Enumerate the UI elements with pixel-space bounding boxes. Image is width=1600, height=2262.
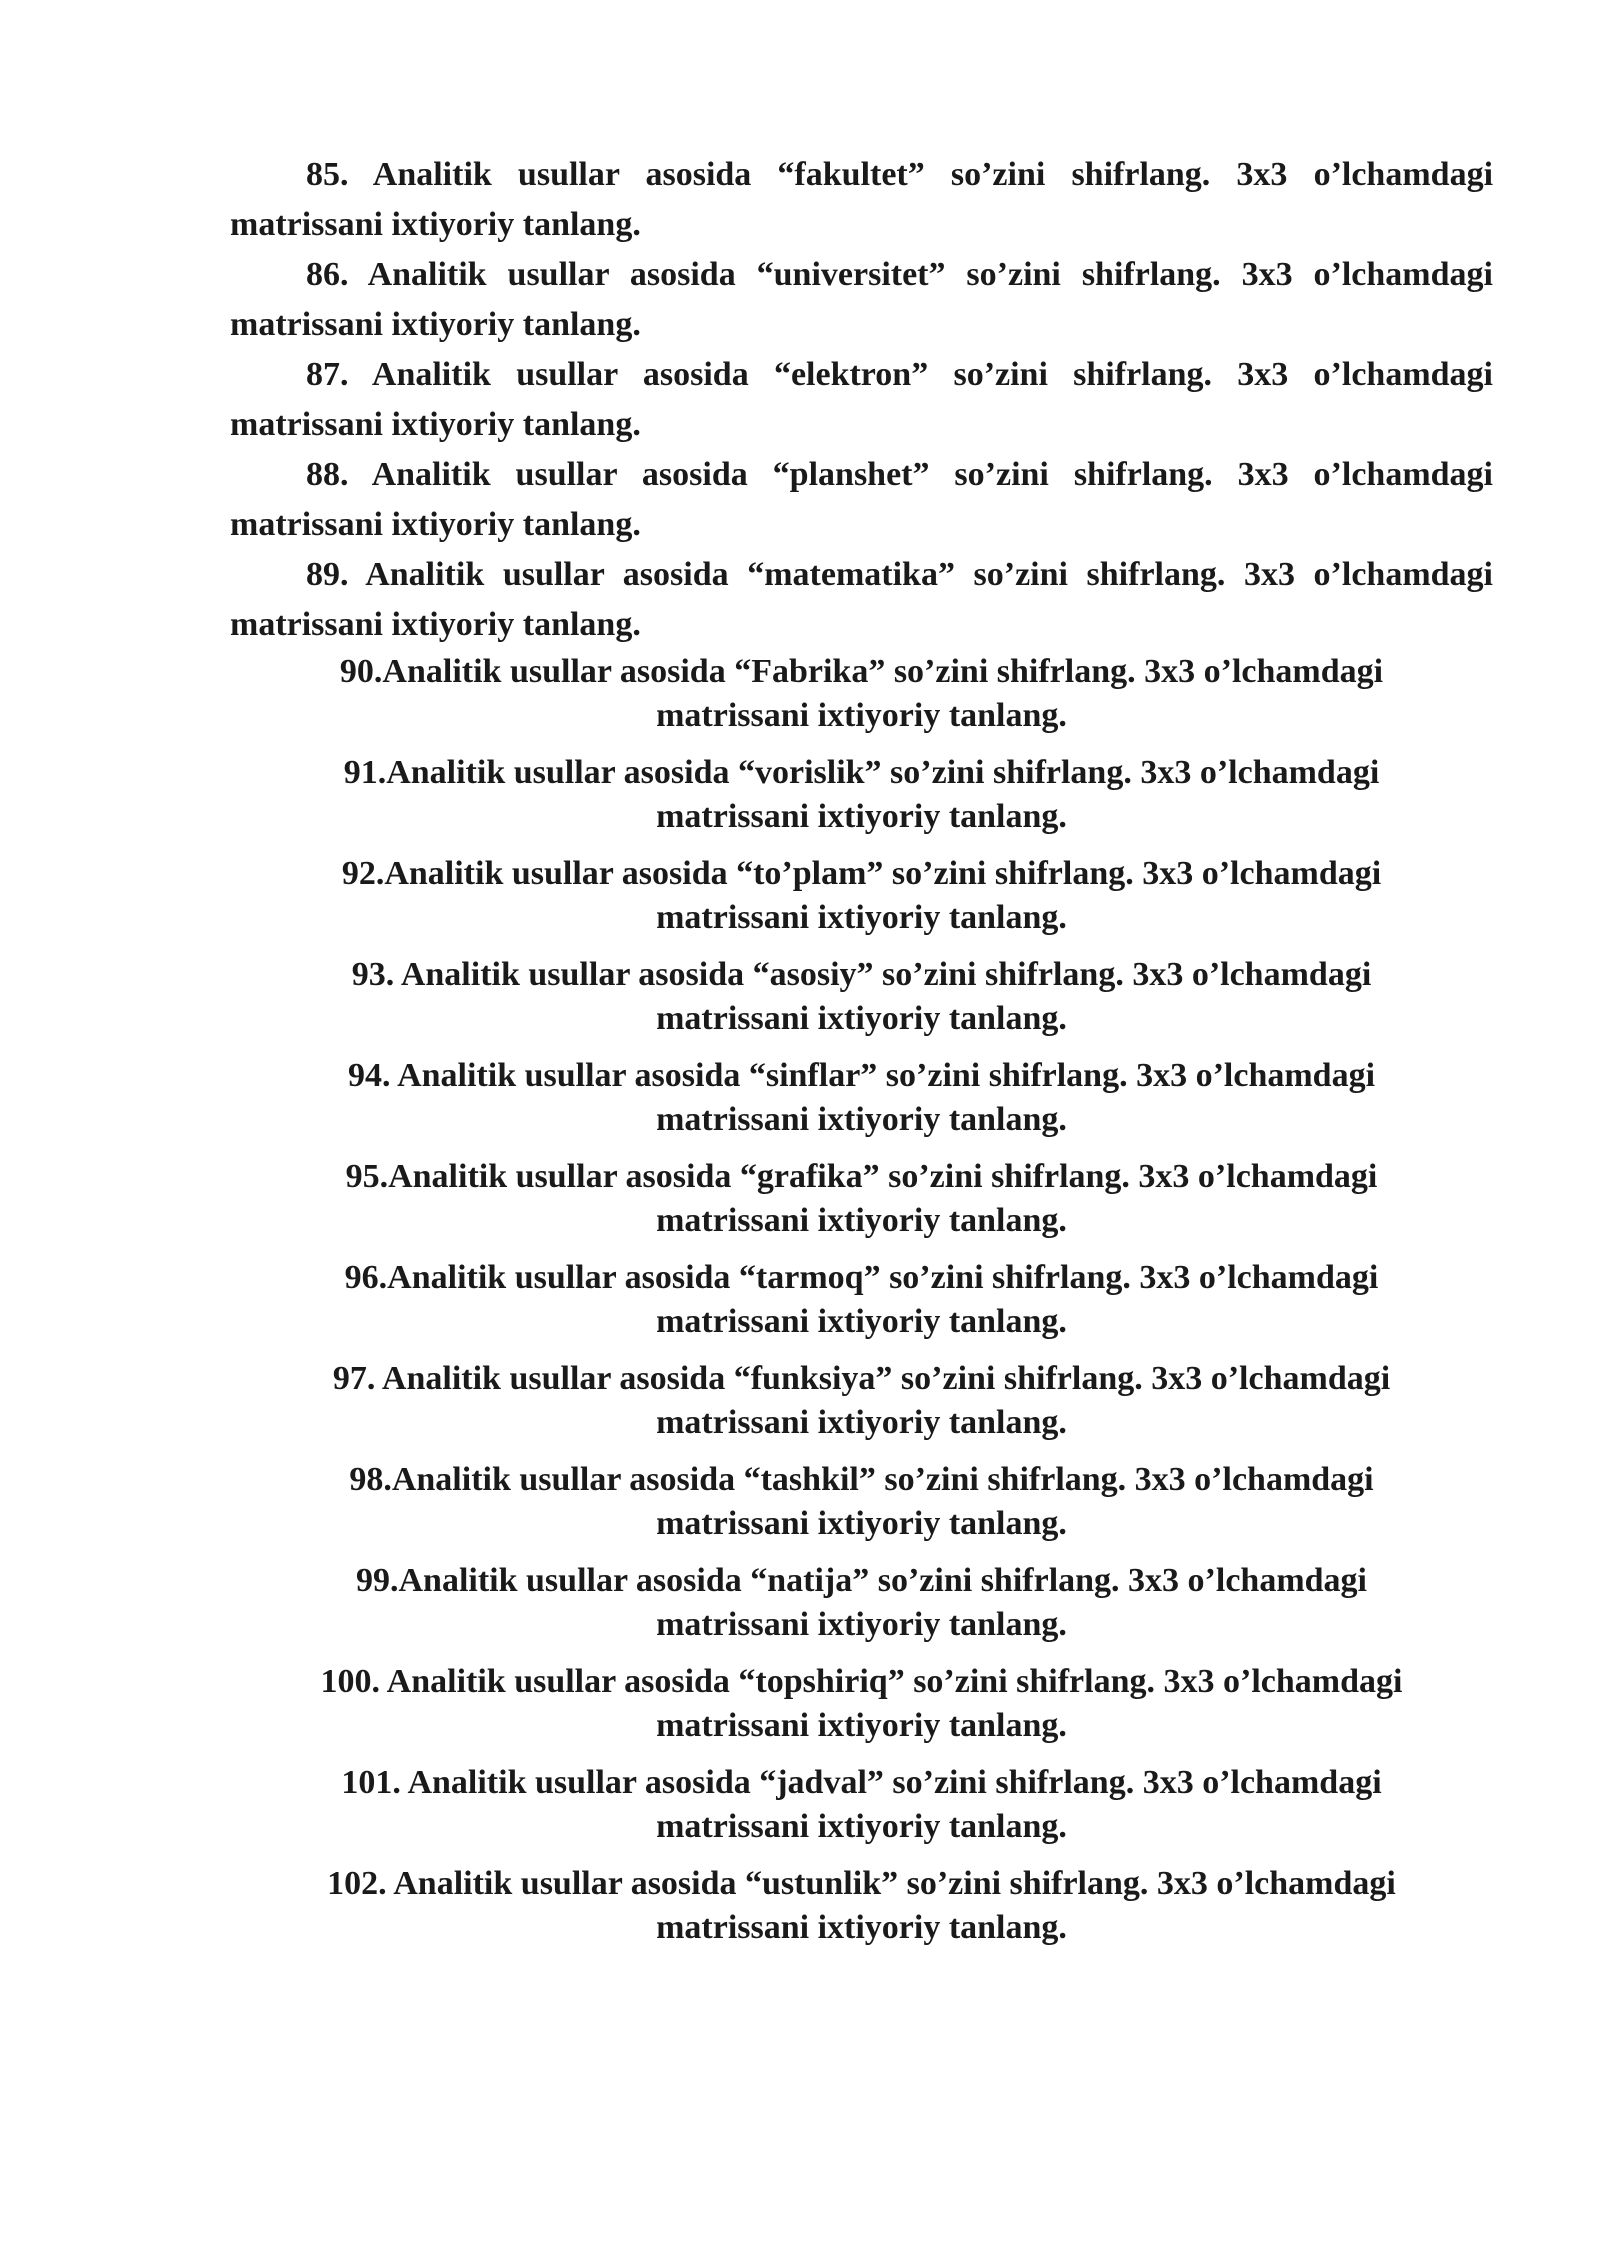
- question-87: [230, 350, 1493, 450]
- question-line-2: matrissani ixtiyoriy tanlang.: [656, 696, 1067, 734]
- question-line-2: matrissani ixtiyoriy tanlang.: [656, 898, 1067, 936]
- question-line-1: 99.Analitik usullar asosida “natija” so’zini shifrlang. 3x3 o’lchamdagi: [355, 1562, 1368, 1599]
- question-line-2: matrissani ixtiyoriy tanlang.: [656, 1302, 1067, 1340]
- justified-question-list: [230, 150, 1493, 650]
- question-line-2: matrissani ixtiyoriy tanlang.: [656, 1807, 1067, 1845]
- question-95: [230, 1155, 1493, 1242]
- question-line-1: 98.Analitik usullar asosida “tashkil” so’zini shifrlang. 3x3 o’lchamdagi: [349, 1461, 1374, 1498]
- question-number: 86.: [306, 256, 349, 293]
- question-text: Analitik usullar asosida “matematika” so’zini shifrlang. 3x3 o’lchamdagi matrissani ixtiyoriy tanlang.: [230, 556, 1493, 643]
- question-90: [230, 650, 1493, 737]
- question-line-2: matrissani ixtiyoriy tanlang.: [656, 1403, 1067, 1441]
- question-line-2: matrissani ixtiyoriy tanlang.: [656, 797, 1067, 835]
- question-line-1: 90.Analitik usullar asosida “Fabrika” so’zini shifrlang. 3x3 o’lchamdagi: [339, 653, 1384, 690]
- question-text: Analitik usullar asosida “planshet” so’zini shifrlang. 3x3 o’lchamdagi matrissani ixtiyoriy tanlang.: [230, 456, 1494, 543]
- question-line-1: 93. Analitik usullar asosida “asosiy” so’zini shifrlang. 3x3 o’lchamdagi: [351, 956, 1372, 993]
- question-line-1: 101. Analitik usullar asosida “jadval” so’zini shifrlang. 3x3 o’lchamdagi: [341, 1764, 1382, 1801]
- question-line-2: matrissani ixtiyoriy tanlang.: [656, 1706, 1067, 1744]
- question-100: [230, 1660, 1493, 1747]
- question-101: [230, 1761, 1493, 1848]
- question-line-2: matrissani ixtiyoriy tanlang.: [656, 1100, 1067, 1138]
- question-line-2: matrissani ixtiyoriy tanlang.: [656, 999, 1067, 1037]
- question-92: [230, 852, 1493, 939]
- question-line-1: 102. Analitik usullar asosida “ustunlik” so’zini shifrlang. 3x3 o’lchamdagi: [327, 1865, 1396, 1902]
- question-text: Analitik usullar asosida “fakultet” so’zini shifrlang. 3x3 o’lchamdagi matrissani ixtiyoriy tanlang.: [230, 156, 1494, 243]
- question-97: [230, 1357, 1493, 1444]
- centered-question-list: [230, 650, 1493, 1963]
- question-94: [230, 1054, 1493, 1141]
- question-line-2: matrissani ixtiyoriy tanlang.: [656, 1605, 1067, 1643]
- question-number: 85.: [306, 156, 349, 193]
- question-number: 89.: [306, 556, 349, 593]
- question-line-1: 96.Analitik usullar asosida “tarmoq” so’zini shifrlang. 3x3 o’lchamdagi: [344, 1259, 1379, 1296]
- question-85: [230, 150, 1493, 250]
- question-line-1: 100. Analitik usullar asosida “topshiriq” so’zini shifrlang. 3x3 o’lchamdagi: [320, 1663, 1403, 1700]
- question-line-1: 92.Analitik usullar asosida “to’plam” so’zini shifrlang. 3x3 o’lchamdagi: [341, 855, 1382, 892]
- question-text: Analitik usullar asosida “elektron” so’zini shifrlang. 3x3 o’lchamdagi matrissani ixtiyoriy tanlang.: [230, 356, 1493, 443]
- question-88: [230, 450, 1493, 550]
- question-91: [230, 751, 1493, 838]
- question-96: [230, 1256, 1493, 1343]
- question-98: [230, 1458, 1493, 1545]
- question-number: 87.: [306, 356, 349, 393]
- question-93: [230, 953, 1493, 1040]
- question-line-2: matrissani ixtiyoriy tanlang.: [656, 1908, 1067, 1946]
- question-line-1: 97. Analitik usullar asosida “funksiya” so’zini shifrlang. 3x3 o’lchamdagi: [332, 1360, 1391, 1397]
- question-line-1: 94. Analitik usullar asosida “sinflar” so’zini shifrlang. 3x3 o’lchamdagi: [347, 1057, 1376, 1094]
- question-86: [230, 250, 1493, 350]
- question-line-1: 95.Analitik usullar asosida “grafika” so’zini shifrlang. 3x3 o’lchamdagi: [345, 1158, 1378, 1195]
- question-line-2: matrissani ixtiyoriy tanlang.: [656, 1201, 1067, 1239]
- question-text: Analitik usullar asosida “universitet” so’zini shifrlang. 3x3 o’lchamdagi matrissani ixtiyoriy tanlang.: [230, 256, 1493, 343]
- question-102: [230, 1862, 1493, 1949]
- question-89: [230, 550, 1493, 650]
- question-line-2: matrissani ixtiyoriy tanlang.: [656, 1504, 1067, 1542]
- question-line-1: 91.Analitik usullar asosida “vorislik” so’zini shifrlang. 3x3 o’lchamdagi: [343, 754, 1380, 791]
- question-99: [230, 1559, 1493, 1646]
- question-number: 88.: [306, 456, 349, 493]
